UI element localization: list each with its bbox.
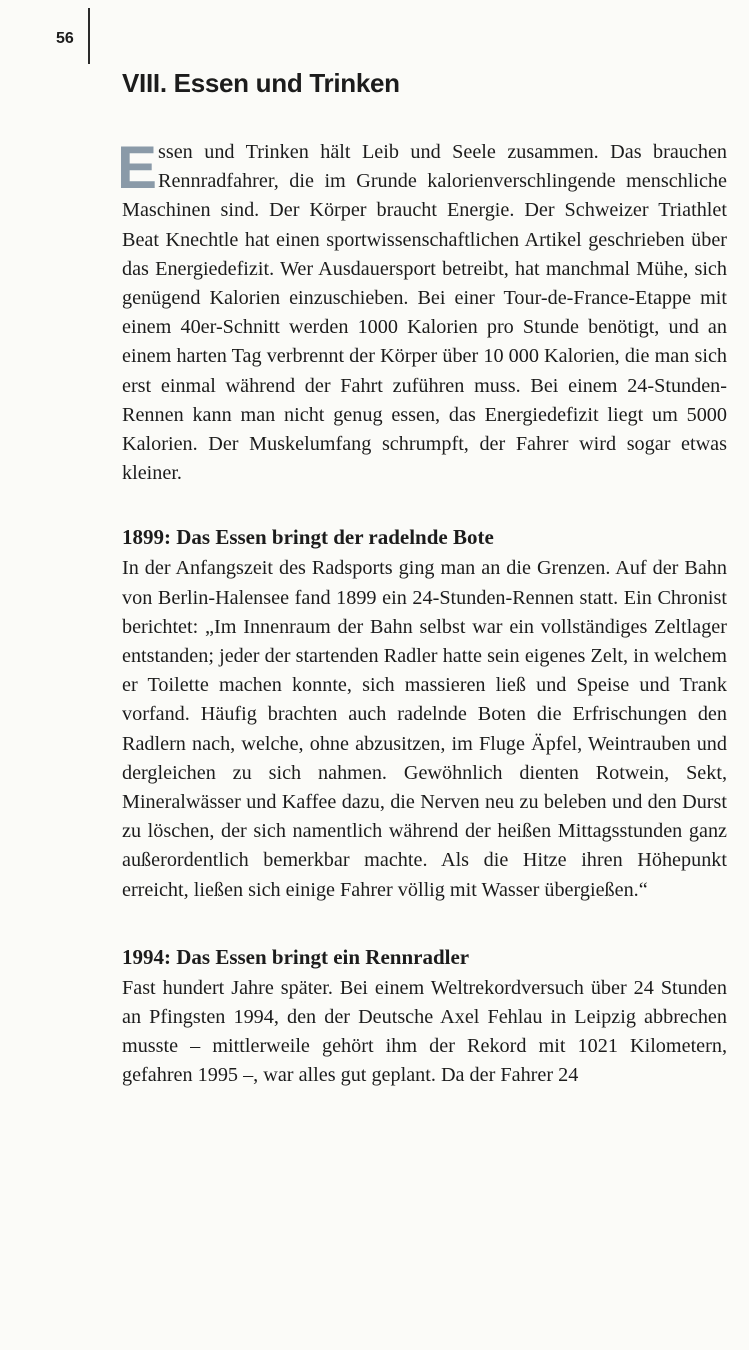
intro-paragraph — [116, 134, 727, 488]
drop-cap: E — [116, 134, 158, 201]
intro-text: ssen und Trinken hält Leib und Seele zusammen. Das brauchen Rennradfahrer, die im Grunde kalorienverschlingende menschliche Maschinen sind. Der Körper braucht Energie. Der Schweizer Triathlet Beat Knechtle hat einen sportwissenschaftlichen Artikel geschrieben über das Energiedefizit. Wer Ausdauersport betreibt, hat manchmal Mühe, sich genügend Kalorien einzuschieben. Bei einer Tour-de-France-Etappe mit einem 40er-Schnitt werden 1000 Kalorien pro Stunde benötigt, und an einem harten Tag verbrennt der Körper über 10 000 Kalorien, die man sich erst einmal während der Fahrt zuführen muss. Bei einem 24-Stunden-Rennen kann man nicht genug essen, das Energiedefizit liegt um 5000 Kalorien. Der Muskelumfang schrumpft, der Fahrer wird sogar etwas kleiner. — [122, 141, 727, 485]
page-body — [116, 134, 727, 1091]
section-paragraph-1899: In der Anfangszeit des Radsports ging man an die Grenzen. Auf der Bahn von Berlin-Halensee fand 1899 ein 24-Stunden-Rennen statt. Ein Chronist berichtet: „Im Innenraum der Bahn selbst war ein vollständiges Zeltlager entstanden; jeder der startenden Radler hatte sein eigenes Zelt, in welchem er Toilette machen konnte, sich massieren ließ und Speise und Trank vorfand. Häufig brachten auch radelnde Boten die Erfrischungen den Radlern nach, welche, ohne abzusitzen, im Fluge Äpfel, Weintrauben und dergleichen zu sich nahmen. Gewöhnlich dienten Rotwein, Sekt, Mineralwässer und Kaffee dazu, die Nerven neu zu beleben und den Durst zu löschen, der sich namentlich während der heißen Mittagsstunden ganz außerordentlich bemerkbar machte. Als die Hitze ihren Höhepunkt erreicht, ließen sich einige Fahrer völlig mit Wasser übergießen.“ — [122, 557, 727, 901]
section-heading-1994: 1994: Das Essen bringt ein Rennradler — [122, 944, 470, 969]
chapter-title: VIII. Essen und Trinken — [122, 68, 400, 98]
section-paragraph-1994: Fast hundert Jahre später. Bei einem Weltrekordversuch über 24 Stunden an Pfingsten 1994, den der Deutsche Axel Fehlau in Leipzig abbrechen musste – mittlerweile gehört ihm der Rekord mit 1021 Kilometern, gefahren 1995 –, war alles gut geplant. Da der Fahrer 24 — [122, 976, 727, 1087]
section-heading-1899: 1899: Das Essen bringt der radelnde Bote — [122, 525, 494, 550]
page-number: 56 — [56, 30, 74, 47]
margin-rule — [88, 8, 90, 64]
